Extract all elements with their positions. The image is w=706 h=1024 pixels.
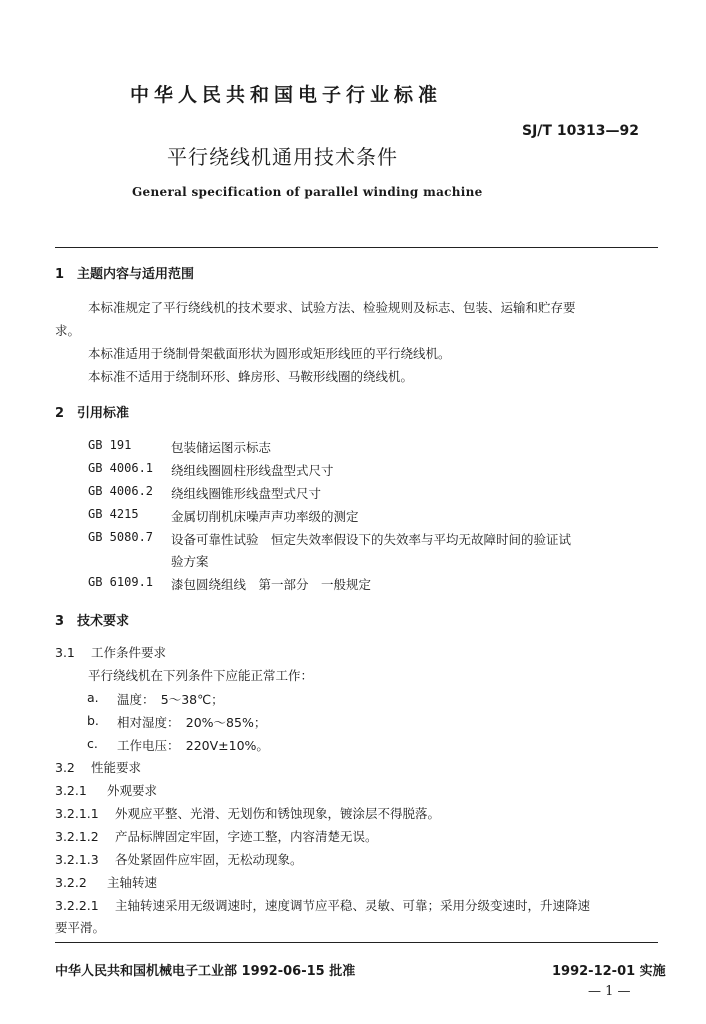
section-1-para-3: 本标准不适用于绕制环形、蜂房形、马鞍形线圈的绕线机。 — [88, 369, 414, 384]
ref-code: GB 191 — [88, 438, 132, 452]
section-number: 3.2.2 — [55, 875, 87, 890]
condition-label: c. — [87, 736, 98, 751]
condition-text: 相对湿度： 20%～85%； — [117, 715, 267, 730]
clause-number: 3.2.1.2 — [55, 829, 99, 844]
ref-title: 漆包圆绕组线 第一部分 一般规定 — [171, 577, 372, 592]
clause-text: 各处紧固件应牢固，无松动现象。 — [115, 852, 303, 867]
header-divider — [55, 247, 658, 248]
condition-label: a. — [87, 690, 99, 705]
clause-text: 产品标牌固定牢固，字迹工整，内容清楚无误。 — [115, 829, 378, 844]
section-title: 技术要求 — [77, 614, 130, 629]
section-title: 主轴转速 — [107, 875, 158, 890]
clause-number: 3.2.1.1 — [55, 806, 99, 821]
ref-title-continued: 验方案 — [171, 554, 209, 569]
clause-text: 外观应平整、光滑、无划伤和锈蚀现象，镀涂层不得脱落。 — [115, 806, 441, 821]
section-1-para-1-line-2: 求。 — [55, 323, 81, 338]
clause-3-2-2-1-line-2: 要平滑。 — [55, 920, 106, 935]
standard-code: SJ/T 10313—92 — [522, 123, 640, 139]
ref-title: 包装储运图示标志 — [171, 440, 272, 455]
section-number: 3.2.1 — [55, 783, 87, 798]
ref-title: 金属切削机床噪声声功率级的测定 — [171, 509, 359, 524]
clause-3-2-1-3 — [55, 850, 303, 868]
implementation-date: 1992-12-01 实施 — [552, 964, 666, 979]
section-3-heading — [55, 610, 129, 629]
title-chinese: 平行绕线机通用技术条件 — [167, 145, 398, 169]
section-1-para-2: 本标准适用于绕制骨架截面形状为圆形或矩形线匝的平行绕线机。 — [88, 346, 451, 361]
title-english: General specification of parallel winding machine — [132, 185, 483, 199]
section-number: 2 — [55, 406, 65, 421]
clause-3-2-1-1 — [55, 804, 440, 822]
section-title: 外观要求 — [107, 783, 158, 798]
section-title: 主题内容与适用范围 — [77, 267, 195, 282]
clause-number: 3.2.2.1 — [55, 898, 99, 913]
issuing-body: 中华人民共和国电子行业标准 — [130, 84, 443, 106]
section-3-2-heading — [55, 758, 141, 776]
ref-code: GB 4215 — [88, 507, 139, 521]
clause-3-2-2-1-line-1 — [55, 896, 590, 914]
section-number: 1 — [55, 267, 65, 282]
ref-title: 绕组线圈圆柱形线盘型式尺寸 — [171, 463, 334, 478]
clause-text: 主轴转速采用无级调速时，速度调节应平稳、灵敏、可靠；采用分级变速时，升速降速 — [115, 898, 591, 913]
clause-3-2-1-2 — [55, 827, 378, 845]
section-title: 性能要求 — [91, 760, 142, 775]
page-number: — 1 — — [588, 984, 631, 999]
section-3-2-2-heading — [55, 873, 157, 891]
approval-statement: 中华人民共和国机械电子工业部 1992-06-15 批准 — [55, 964, 356, 979]
section-1-heading — [55, 263, 194, 282]
section-2-heading — [55, 402, 129, 421]
section-number: 3.2 — [55, 760, 75, 775]
section-number: 3.1 — [55, 645, 75, 660]
section-3-1-intro: 平行绕线机在下列条件下应能正常工作： — [88, 668, 314, 683]
section-number: 3 — [55, 614, 65, 629]
section-3-1-heading — [55, 643, 166, 661]
condition-text: 工作电压： 220V±10%。 — [117, 738, 269, 753]
ref-title: 设备可靠性试验 恒定失效率假设下的失效率与平均无故障时间的验证试 — [171, 532, 572, 547]
ref-code: GB 4006.2 — [88, 484, 154, 498]
section-title: 工作条件要求 — [91, 645, 167, 660]
clause-number: 3.2.1.3 — [55, 852, 99, 867]
footer-divider — [55, 942, 658, 943]
condition-text: 温度： 5～38℃； — [117, 692, 224, 707]
section-1-para-1-line-1: 本标准规定了平行绕线机的技术要求、试验方法、检验规则及标志、包装、运输和贮存要 — [88, 300, 576, 315]
section-title: 引用标准 — [77, 406, 130, 421]
ref-code: GB 5080.7 — [88, 530, 154, 544]
condition-label: b. — [87, 713, 99, 728]
ref-title: 绕组线圈锥形线盘型式尺寸 — [171, 486, 322, 501]
ref-code: GB 4006.1 — [88, 461, 154, 475]
ref-code: GB 6109.1 — [88, 575, 154, 589]
section-3-2-1-heading — [55, 781, 157, 799]
